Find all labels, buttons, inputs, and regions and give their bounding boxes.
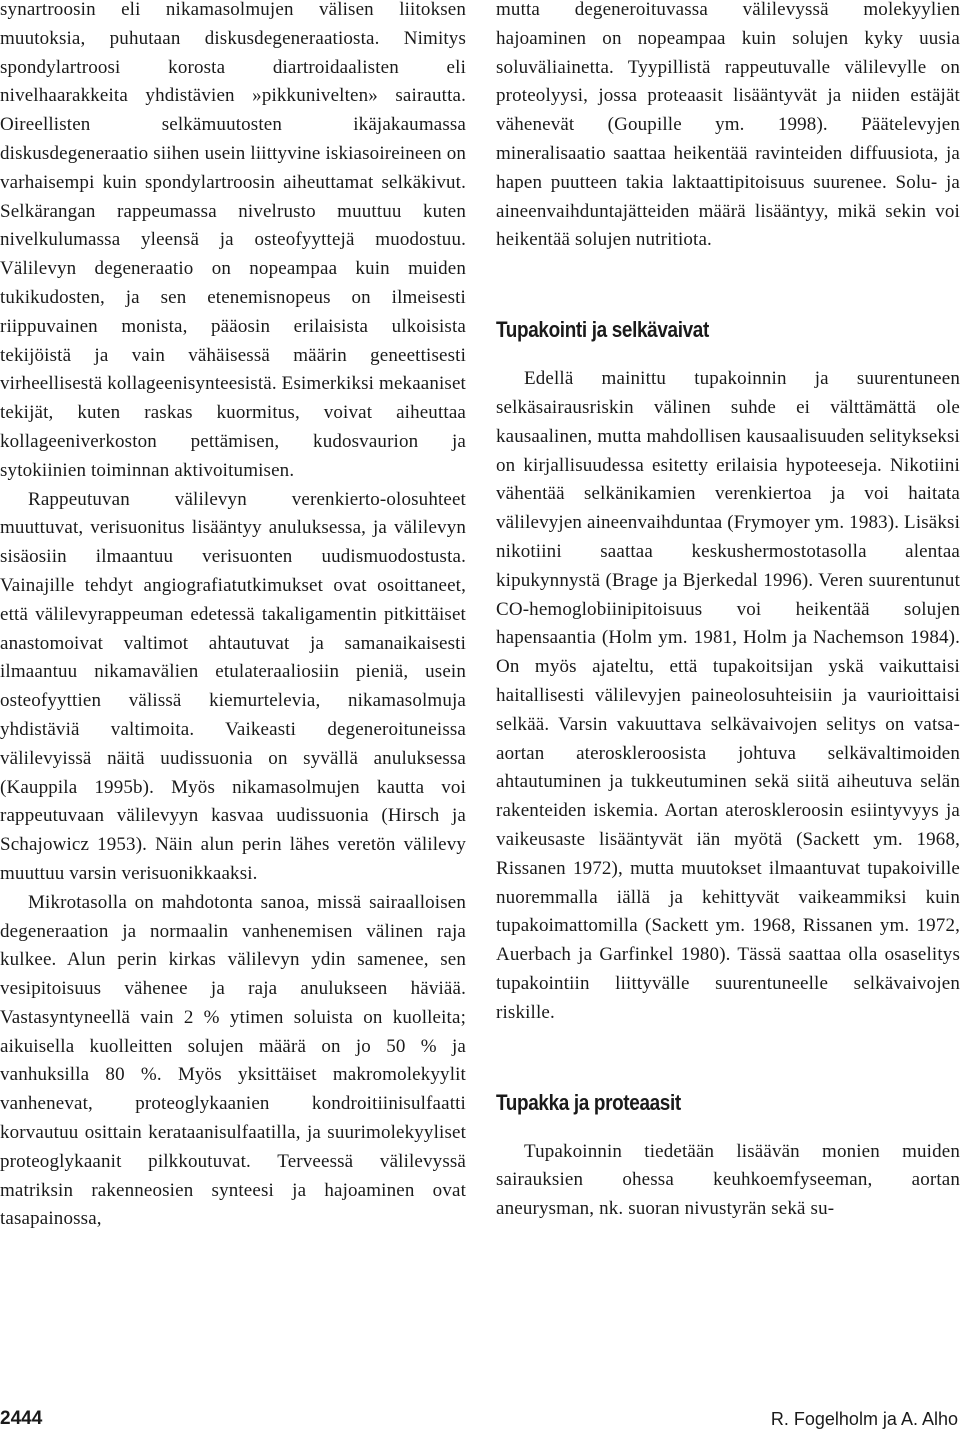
running-footer-authors: R. Fogelholm ja A. Alho xyxy=(770,1409,958,1429)
section-heading-proteaasit: Tupakka ja proteaasit xyxy=(496,1089,681,1115)
body-paragraph: synartroosin eli nikamasolmujen välisen liitoksen muutoksia, puhutaan diskusdegeneraatiosta. Nimitys spondylartroosi korosta diartroidaalisten eli nivelhaarakkeita yhdistävien »pikkunivelten» sairautta. Oireellisten selkämuutosten ikäjakaumassa diskusdegeneraatio siihen usein liittyvine iskiasoireineen on varhaisempi kuin spondylartroosin aiheuttamat selkäkivut. Selkärangan rappeumassa nivelrusto muuttuu kuten nivelkulumassa yleensä ja osteofyyttejä muodostuu. Välilevyn degeneraatio on nopeampaa kuin muiden tukikudosten, ja sen etenemisnopeus on ilmeisesti riippuvainen monista, pääosin erilaisista ulkoisista tekijöistä ja vain vähäisessä määrin geneettisesti virheellisestä kollageenisynteesistä. Esimerkiksi mekaaniset tekijät, kuten raskas kuormitus, voivat aiheuttaa kollageeniverkoston pettämisen, kudosvaurion ja sytokiinien toiminnan aktivoitumisen. xyxy=(0,0,466,481)
body-paragraph: Rappeutuvan välilevyn verenkierto-olosuhteet muuttuvat, verisuonitus lisääntyy anuluksessa, ja välilevyn sisäosiin ilmaantuu verisuonten uudismuodostusta. Vainajille tehdyt angiografiatutkimukset ovat osoittaneet, että välilevyrappeuman edetessä takaligamentin pitkittäiset anastomoivat valtimot ahtautuvat ja samanaikaisesti ilmaantuu nikamavälien etulateraaliosiin pieniä, usein osteofyyttien välissä kiemurtelevia, nikamasolmuja yhdistäviä valtimoita. Vaikeasti degeneroituneissa välilevyissä näitä uudissuonia on syvällä anuluksessa (Kauppila 1995b). Myös nikamasolmujen kautta voi rappeutuvaan välilevyyn kasvaa uudissuonia (Hirsch ja Schajowicz 1953). Näin alun perin lähes veretön välilevy muuttuu varsin verisuonikkaaksi. xyxy=(0,488,466,884)
page-number: 2444 xyxy=(0,1408,43,1429)
left-column xyxy=(0,0,466,1234)
body-paragraph: Tupakoinnin tiedetään lisäävän monien muiden sairauksien ohessa keuhkoemfyseeman, aortan aneurysman, nk. suoran nivustyrän sekä su- xyxy=(496,1140,960,1220)
section-heading-tupakointi: Tupakointi ja selkävaivat xyxy=(496,317,709,343)
body-paragraph: Edellä mainittu tupakoinnin ja suurentuneen selkäsairausriskin välinen suhde ei välttämättä ole kausaalinen, mutta mahdollisen kausaalisuuden selitykseksi on kirjallisuudessa esitetty erilaisia hypoteeseja. Nikotiini vähentää selkänikamien verenkiertoa ja voi haitata välilevyjen aineenvaihduntaa (Frymoyer ym. 1983). Lisäksi nikotiini saattaa keskushermostotasolla alentaa kipukynnystä (Brage ja Bjerkedal 1996). Veren suurentunut CO-hemoglobiinipitoisuus voi heikentää solujen hapensaantia (Holm ym. 1981, Holm ja Nachemson 1984). On myös ajateltu, että tupakoitsijan yskä vaikuttaisi haitallisesti välilevyjen paineolosuhteisiin ja vaurioittaisi selkää. Varsin vakuuttava selkävaivojen selitys on vatsa-aortan ateroskleroosista johtuva selkävaltimoiden ahtautuminen ja tukkeutuminen sekä siitä aiheutuva selän rakenteiden iskemia. Aortan ateroskleroosin esiintyvyys ja vaikeusaste lisääntyvät iän myötä (Sackett ym. 1968, Rissanen 1972), mutta muutokset ilmaantuvat tupakoiville nuoremmalla iällä ja kehittyvät vaikeammiksi kuin tupakoimattomilla (Sackett ym. 1968, Rissanen ym. 1972, Auerbach ja Garfinkel 1980). Tässä saattaa olla osaselitys tupakointiin liittyvälle suurentuneelle selkävaivojen riskille. xyxy=(496,368,960,1023)
body-paragraph: mutta degeneroituvassa välilevyssä molekyylien hajoaminen on nopeampaa kuin solujen kyky uusia soluväliainetta. Tyypillistä rappeutuvalle välilevylle on proteolyysi, jossa proteaasit lisääntyvät ja niiden estäjät vähenevät (Goupille ym. 1998). Päätelevyjen mineralisaatio saattaa heikentää ravinteiden diffuusiota, ja hapen puutteen takia laktaattipitoisuus suurenee. Solu- ja aineenvaihduntajätteiden määrä lisääntyy, mikä sekin voi heikentää solujen nutritiota. xyxy=(496,0,960,251)
right-column xyxy=(496,0,960,1224)
body-paragraph: Mikrotasolla on mahdotonta sanoa, missä sairaalloisen degeneraation ja normaalin vanhenemisen välinen raja kulkee. Alun perin kirkas välilevyn ydin samenee, sen vesipitoisuus vähenee ja raja anulukseen häviää. Vastasyntyneellä vain 2 % ytimen soluista on kuolleita; aikuisella kuolleitten solujen määrä on jo 50 % ja vanhuksilla 80 %. Myös yksittäiset makromolekyylit vanhenevat, proteoglykaanien kondroitiinisulfaatti korvautuu osittain kerataanisulfaatilla, ja suurimolekyyliset proteoglykaanit pilkkoutuvat. Terveessä välilevyssä matriksin rakenneosien synteesi ja hajoaminen ovat tasapainossa, xyxy=(0,891,466,1230)
